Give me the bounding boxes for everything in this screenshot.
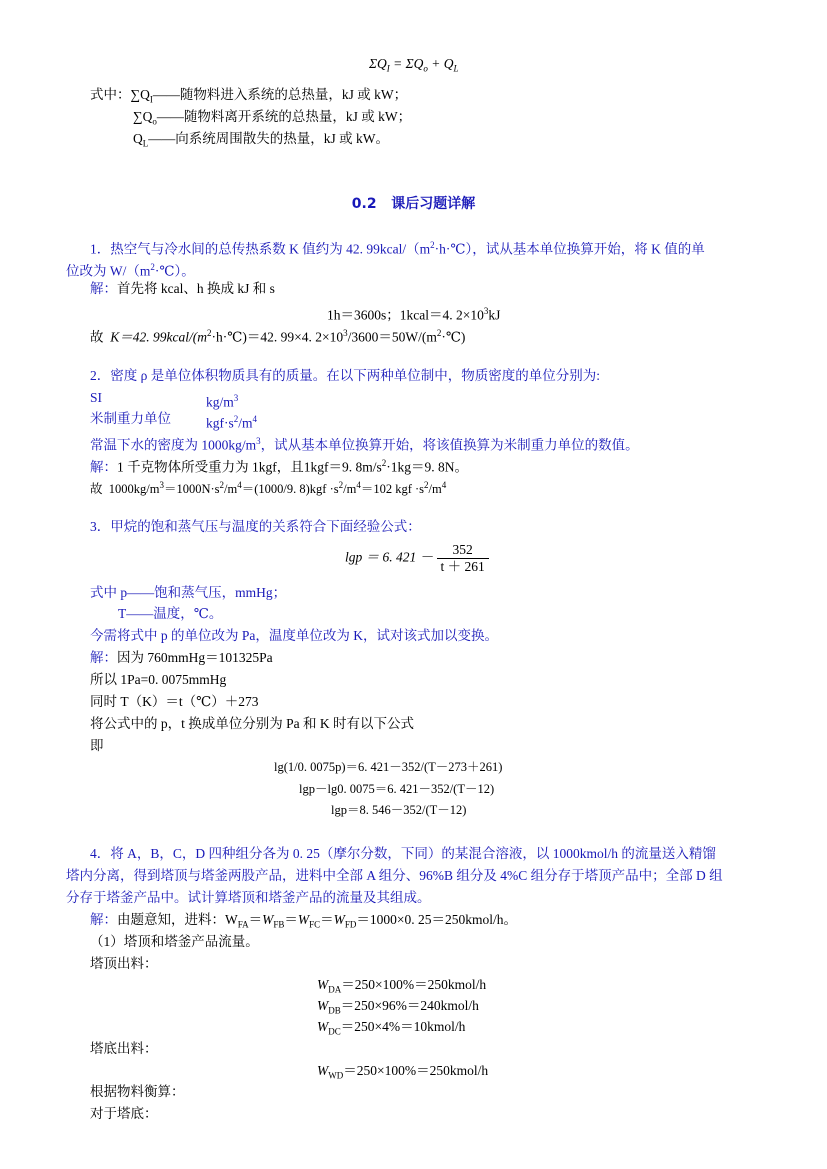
solution-label: 解： <box>90 912 117 927</box>
q2-res-sup7: 4 <box>441 480 447 490</box>
q4-wwd-sub: WD <box>328 1070 344 1081</box>
q2-res-f: ＝102 kgf ·s <box>360 482 425 497</box>
q2-si-unit-text: kg/m <box>206 394 234 410</box>
q4-sub-fb: FB <box>273 919 285 930</box>
eq-lhs: ΣQ <box>369 56 387 71</box>
q4-sub-fc: FC <box>309 919 321 930</box>
definition-line-1 <box>90 86 407 109</box>
q1-eq2-sup2: 3 <box>343 328 348 338</box>
q2-sol-sup: 2 <box>381 458 387 468</box>
q1-eq2-b: ·h·℃)＝42. 99×4. 2×10 <box>211 329 344 345</box>
q1-sup-a: 2 <box>430 240 435 250</box>
def1-sub: I <box>149 94 153 105</box>
q1-eq2-sup1: 2 <box>207 328 212 338</box>
q4-wda: $W_{DA}=250\times 100\%=250kmol/h$ <box>317 977 487 995</box>
q1-eq-2 <box>90 324 465 347</box>
def3-sub: L <box>142 138 149 149</box>
q2-si-label: SI <box>90 390 103 405</box>
q4-sub-1: （1）塔顶和塔釜产品流量。 <box>90 934 259 949</box>
q1-solution-text: 首先将 kcal、h 换成 kJ 和 s <box>117 281 275 296</box>
q4-wdb: $W_{DB}=250\times 96\%=240kmol/h$ <box>317 998 479 1016</box>
q2-res-sup6: 2 <box>424 480 429 490</box>
eq-mid-sub: o <box>423 63 428 74</box>
q2-mks-unit-text2: /m <box>238 415 253 431</box>
q1-eq-1 <box>327 302 500 325</box>
section-title: 课后习题详解 <box>391 196 476 212</box>
def3-text: ——向系统周围散失的热量，kJ 或 kW。 <box>148 131 389 146</box>
q2-si-row <box>90 389 102 407</box>
def2-sub: o <box>152 116 157 127</box>
q3-eq-1: lg(1/0. 0075p)＝6. 421－352/(T－273＋261) <box>274 760 503 774</box>
q4-line-2: 塔内分离，得到塔顶与塔釜两股产品，进料中全部 A 组分、96%B 组分及 4%C 组分存于塔顶产品中；全部 D 组 <box>66 868 723 883</box>
q3-sol-2: 所以 1Pa=0. 0075mmHg <box>90 672 227 687</box>
q3-formula-lhs: lgp ＝ 6. 421 － <box>345 549 434 565</box>
q3-intro: 3．甲烷的饱和蒸气压与温度的关系符合下面经验公式： <box>90 519 421 534</box>
q4-wdb-sub: DB <box>328 1005 341 1016</box>
q1-eq2-c: /3600＝50W/(m <box>347 329 437 345</box>
q1-eq2-a: K＝42. 99kcal/(m <box>110 329 207 345</box>
q2-res-e: /m <box>343 482 357 497</box>
q2-res-sup4: 2 <box>338 480 344 490</box>
q2-mks-unit <box>206 410 257 433</box>
q4-wdb-text: ＝250×96%＝240kmol/h <box>340 998 479 1013</box>
q3-sol-4: 将公式中的 p，t 换成单位分别为 Pa 和 K 时有以下公式 <box>90 716 414 731</box>
q4-sol-tail: ＝1000×0. 25＝250kmol/h。 <box>356 912 518 927</box>
q4-wwd: $W_{WD}=250\times 100\%=250kmol/h$ <box>317 1063 489 1081</box>
q3-eq-3: lgp＝8. 546－352/(T－12) <box>331 803 467 817</box>
q2-res-prefix: 故 <box>90 482 103 497</box>
definition-line-3 <box>133 130 389 153</box>
q2-res-sup1: 3 <box>159 480 164 490</box>
q2-si-unit <box>206 389 238 412</box>
heat-balance-equation <box>369 55 459 78</box>
q4-wda-sub: DA <box>328 984 342 995</box>
q4-wwd-text: ＝250×100%＝250kmol/h <box>343 1063 489 1078</box>
q3-formula-numerator: 352 <box>437 542 489 559</box>
q2-res-sup5: 4 <box>356 480 361 490</box>
q4-wdc: $W_{DC}=250\times 4\%=10kmol/h$ <box>317 1019 466 1037</box>
q2-res-c: /m <box>224 482 238 497</box>
q3-def-t: T——温度，℃。 <box>118 606 223 621</box>
solution-label: 解： <box>90 459 117 475</box>
q2-res-sup2: 2 <box>219 480 225 490</box>
q1-text-b: ·h·℃），试从基本单位换算开始，将 K 值的单 <box>434 241 705 257</box>
q2-result <box>90 476 446 498</box>
q2-solution <box>90 454 468 477</box>
q4-for-bottom: 对于塔底： <box>90 1106 158 1121</box>
q3-task: 今需将式中 p 的单位改为 Pa，温度单位改为 K，试对该式加以变换。 <box>90 628 498 643</box>
def1-text: ——随物料进入系统的总热量，kJ 或 kW； <box>152 87 408 102</box>
q1-text-c: 位改为 W/（m <box>66 263 151 279</box>
q4-bottom-label: 塔底出料： <box>90 1041 158 1056</box>
q3-eq-2: lgp－lg0. 0075＝6. 421－352/(T－12) <box>299 782 495 796</box>
q2-task-a: 常温下水的密度为 1000kg/m <box>90 437 257 453</box>
section-heading <box>0 195 827 213</box>
q1-line-1 <box>90 236 705 259</box>
eq-rhs-sub: L <box>453 63 459 74</box>
q1-eq2-prefix: 故 <box>90 329 104 345</box>
eq-lhs-sub: I <box>386 63 390 74</box>
q2-mks-sup1: 2 <box>233 414 239 424</box>
q1-eq1-text: 1h＝3600s；1kcal＝4. 2×10 <box>327 307 484 323</box>
q1-text-a: 1．热空气与冷水间的总传热系数 K 值约为 42. 99kcal/（m <box>90 241 431 257</box>
q1-eq2-sup3: 2 <box>436 328 442 338</box>
q4-wda-text: ＝250×100%＝250kmol/h <box>341 977 487 992</box>
q1-solution <box>90 280 275 298</box>
q4-line-3: 分存于塔釜产品中。试计算塔顶和塔釜产品的流量及其组成。 <box>66 890 431 905</box>
q4-balance: 根据物料衡算： <box>90 1084 185 1099</box>
q2-sol-text2: ·1kg＝9. 8N。 <box>386 459 468 475</box>
definition-prefix: 式中： <box>90 87 131 102</box>
q1-sup-b: 2 <box>150 262 155 272</box>
def3-symbol: Q <box>133 131 143 146</box>
q1-line-2 <box>66 258 195 281</box>
q3-formula-fraction <box>437 542 489 575</box>
q1-eq2-d: ·℃) <box>441 329 466 345</box>
q3-sol1-text: 因为 760mmHg＝101325Pa <box>117 650 273 665</box>
q3-def-p: 式中 p——饱和蒸气压，mmHg； <box>90 585 287 600</box>
section-number: 0.2 <box>351 196 377 212</box>
q2-mks-unit-text: kgf·s <box>206 415 234 431</box>
definition-line-2 <box>133 108 411 131</box>
q2-task-sup: 3 <box>256 436 261 446</box>
q2-intro: 2．密度 ρ 是单位体积物质具有的质量。在以下两种单位制中，物质密度的单位分别为: <box>90 368 600 383</box>
q3-formula <box>345 542 489 575</box>
q2-task-b: ，试从基本单位换算开始，将该值换算为米制重力单位的数值。 <box>260 437 639 453</box>
q2-sol-text: 1 千克物体所受重力为 1kgf，且1kgf＝9. 8m/s <box>117 459 382 475</box>
q1-text-d: ·℃）。 <box>154 263 195 279</box>
q2-res-b: ＝1000N·s <box>163 482 220 497</box>
q2-res-d: ＝(1000/9. 8)kgf ·s <box>241 482 339 497</box>
q2-si-sup: 3 <box>233 393 239 403</box>
solution-label: 解： <box>90 650 117 665</box>
solution-label: 解： <box>90 281 117 296</box>
q2-mks-sup2: 4 <box>252 414 258 424</box>
q4-wdc-text: ＝250×4%＝10kmol/h <box>340 1019 466 1034</box>
q4-wdc-sub: DC <box>328 1026 341 1037</box>
q1-eq1-sup: 3 <box>483 306 489 316</box>
q3-formula-denominator: t ＋ 261 <box>440 559 485 574</box>
eq-mid: = ΣQ <box>389 56 424 71</box>
def2-symbol: ∑Q <box>133 109 153 124</box>
q2-res-a: 1000kg/m <box>108 482 160 497</box>
q2-mks-label: 米制重力单位 <box>90 411 171 426</box>
q4-sub-fa: FA <box>237 919 249 930</box>
q4-solution: 解：由题意知，进料：$W_{FA}=W_{FB}=W_{FC}=W_{FD}=1000\times 0$. 25＝250kmol/h。 <box>90 912 518 930</box>
def1-symbol: ∑Q <box>130 87 150 102</box>
q3-sol-3: 同时 T（K）＝t（℃）＋273 <box>90 694 259 709</box>
q4-sol-text: 由题意知，进料：W <box>117 912 238 927</box>
q4-sub-fd: FD <box>344 919 357 930</box>
q4-line-1: 4．将 A，B，C，D 四种组分各为 0. 25（摩尔分数，下同）的某混合溶液，以 1000kmol/h 的流量送入精馏 <box>90 846 716 861</box>
q2-res-g: /m <box>428 482 442 497</box>
q1-eq1-tail: kJ <box>488 307 501 323</box>
q2-task <box>90 432 639 455</box>
def2-text: ——随物料离开系统的总热量，kJ 或 kW； <box>156 109 412 124</box>
q2-res-sup3: 4 <box>237 480 242 490</box>
q3-sol-5: 即 <box>90 738 104 753</box>
q4-top-label: 塔顶出料： <box>90 956 158 971</box>
q3-sol-1 <box>90 649 273 667</box>
q2-mks-row <box>90 410 171 428</box>
eq-rhs: + Q <box>427 56 454 71</box>
